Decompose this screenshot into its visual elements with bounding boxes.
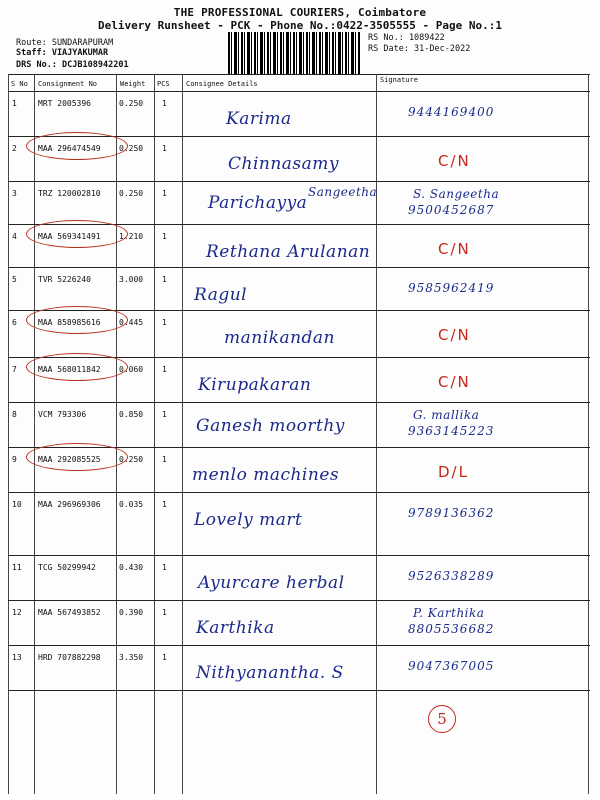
signature-name-handwriting: G. mallika	[413, 408, 480, 422]
row-weight: 1.210	[119, 232, 144, 241]
row-sno: 3	[12, 189, 17, 198]
highlight-circle	[26, 306, 128, 334]
highlight-circle	[26, 443, 128, 471]
row-consignment-no: MAA 568011842	[38, 365, 101, 374]
delivery-status-mark: D/L	[438, 463, 469, 481]
row-consignment-no: MAA 567493852	[38, 608, 101, 617]
row-consignment-no: HRD 707882298	[38, 653, 101, 662]
consignee-handwriting: Karthika	[196, 618, 275, 638]
row-consignment-no: MAA 292085525	[38, 455, 101, 464]
row-weight: 0.035	[119, 500, 144, 509]
header-signature: Signature	[380, 76, 418, 84]
barcode	[228, 32, 360, 74]
table-row	[8, 402, 590, 447]
row-weight: 0.430	[119, 563, 144, 572]
consignee-handwriting: Lovely mart	[194, 510, 303, 530]
row-sno: 9	[12, 455, 17, 464]
row-pcs: 1	[162, 455, 167, 464]
rs-number: RS No.: 1089422	[368, 33, 445, 43]
table-row	[8, 267, 590, 310]
row-weight: 0.390	[119, 608, 144, 617]
delivery-status-mark: C/N	[438, 373, 471, 391]
row-consignment-no: MAA 858985616	[38, 318, 101, 327]
header-consignment: Consignment No	[38, 80, 98, 88]
consignee-handwriting: Nithyanantha. S	[196, 663, 344, 683]
signature-phone: 9585962419	[408, 281, 495, 295]
row-weight: 3.000	[119, 275, 144, 284]
row-consignment-no: VCM 793306	[38, 410, 87, 419]
table-row	[8, 600, 590, 645]
header-sno: S No	[11, 80, 28, 88]
row-sno: 7	[12, 365, 17, 374]
row-sno: 2	[12, 144, 17, 153]
row-consignment-no: MRT 2005396	[38, 99, 91, 108]
signature-phone: 9526338289	[408, 569, 495, 583]
row-rule	[8, 690, 590, 691]
signature-phone: 9789136362	[408, 506, 495, 520]
table-row	[8, 310, 590, 357]
consignee-note-handwriting: Sangeetha	[308, 185, 378, 199]
signature-phone: 9047367005	[408, 659, 495, 673]
row-pcs: 1	[162, 232, 167, 241]
row-weight: 0.060	[119, 365, 144, 374]
rs-date: RS Date: 31-Dec-2022	[368, 44, 471, 54]
row-sno: 13	[12, 653, 22, 662]
row-sno: 6	[12, 318, 17, 327]
consignee-handwriting: Karima	[226, 109, 292, 129]
row-sno: 10	[12, 500, 22, 509]
row-sno: 12	[12, 608, 22, 617]
consignee-handwriting: Parichayya	[208, 193, 308, 213]
table-row	[8, 181, 590, 224]
consignee-handwriting: Ragul	[194, 285, 248, 305]
consignee-handwriting: Kirupakaran	[198, 375, 312, 395]
consignee-handwriting: Ganesh moorthy	[196, 416, 345, 436]
row-sno: 4	[12, 232, 17, 241]
row-weight: 3.350	[119, 653, 144, 662]
table-row	[8, 136, 590, 181]
row-pcs: 1	[162, 653, 167, 662]
row-sno: 1	[12, 99, 17, 108]
row-weight: 0.250	[119, 455, 144, 464]
highlight-circle	[26, 220, 128, 248]
row-pcs: 1	[162, 275, 167, 284]
row-consignment-no: MAA 296474549	[38, 144, 101, 153]
table-row	[8, 91, 590, 136]
table-row	[8, 447, 590, 492]
row-pcs: 1	[162, 144, 167, 153]
header-consignee: Consignee Details	[186, 80, 258, 88]
staff-label: Staff: VIAJYAKUMAR	[16, 48, 109, 58]
row-weight: 0.250	[119, 99, 144, 108]
row-pcs: 1	[162, 563, 167, 572]
delivery-status-mark: C/N	[438, 152, 471, 170]
header-weight: Weight	[120, 80, 146, 88]
delivery-status-mark: C/N	[438, 326, 471, 344]
row-pcs: 1	[162, 500, 167, 509]
highlight-circle	[26, 353, 128, 381]
table-row	[8, 555, 590, 600]
table-row	[8, 357, 590, 402]
page-mark: 5	[428, 705, 456, 733]
row-pcs: 1	[162, 608, 167, 617]
table-border-top	[8, 74, 590, 75]
row-sno: 11	[12, 563, 22, 572]
runsheet-title: Delivery Runsheet - PCK - Phone No.:0422-3505555 - Page No.:1	[98, 19, 502, 32]
row-pcs: 1	[162, 189, 167, 198]
signature-phone: 8805536682	[408, 622, 495, 636]
delivery-status-mark: C/N	[438, 240, 471, 258]
drs-number: DRS No.: DCJB108942201	[16, 60, 129, 70]
header-pcs: PCS	[157, 80, 170, 88]
row-pcs: 1	[162, 318, 167, 327]
signature-name-handwriting: S. Sangeetha	[413, 187, 500, 201]
company-title: THE PROFESSIONAL COURIERS, Coimbatore	[173, 6, 427, 19]
signature-phone: 9363145223	[408, 424, 495, 438]
table-row	[8, 492, 590, 555]
consignee-handwriting: menlo machines	[192, 465, 340, 485]
table-row	[8, 645, 590, 690]
row-sno: 8	[12, 410, 17, 419]
row-pcs: 1	[162, 365, 167, 374]
row-consignment-no: MAA 296969306	[38, 500, 101, 509]
row-sno: 5	[12, 275, 17, 284]
highlight-circle	[26, 132, 128, 160]
route-label: Route: SUNDARAPURAM	[16, 38, 114, 48]
row-consignment-no: TVR 5226240	[38, 275, 91, 284]
consignment-table	[8, 74, 590, 794]
signature-name-handwriting: P. Karthika	[413, 606, 485, 620]
signature-phone: 9444169400	[408, 105, 495, 119]
row-weight: 0.250	[119, 189, 144, 198]
row-weight: 0.250	[119, 144, 144, 153]
row-consignment-no: TRZ 120002810	[38, 189, 101, 198]
row-consignment-no: TCG 50299942	[38, 563, 96, 572]
consignee-handwriting: Ayurcare herbal	[198, 573, 345, 593]
signature-phone: 9500452687	[408, 203, 495, 217]
row-weight: 0.850	[119, 410, 144, 419]
row-consignment-no: MAA 569341491	[38, 232, 101, 241]
consignee-handwriting: Chinnasamy	[228, 154, 340, 174]
consignee-handwriting: manikandan	[224, 328, 335, 348]
row-pcs: 1	[162, 99, 167, 108]
table-row	[8, 224, 590, 267]
row-weight: 0.445	[119, 318, 144, 327]
row-pcs: 1	[162, 410, 167, 419]
consignee-handwriting: Rethana Arulanan	[206, 242, 371, 262]
